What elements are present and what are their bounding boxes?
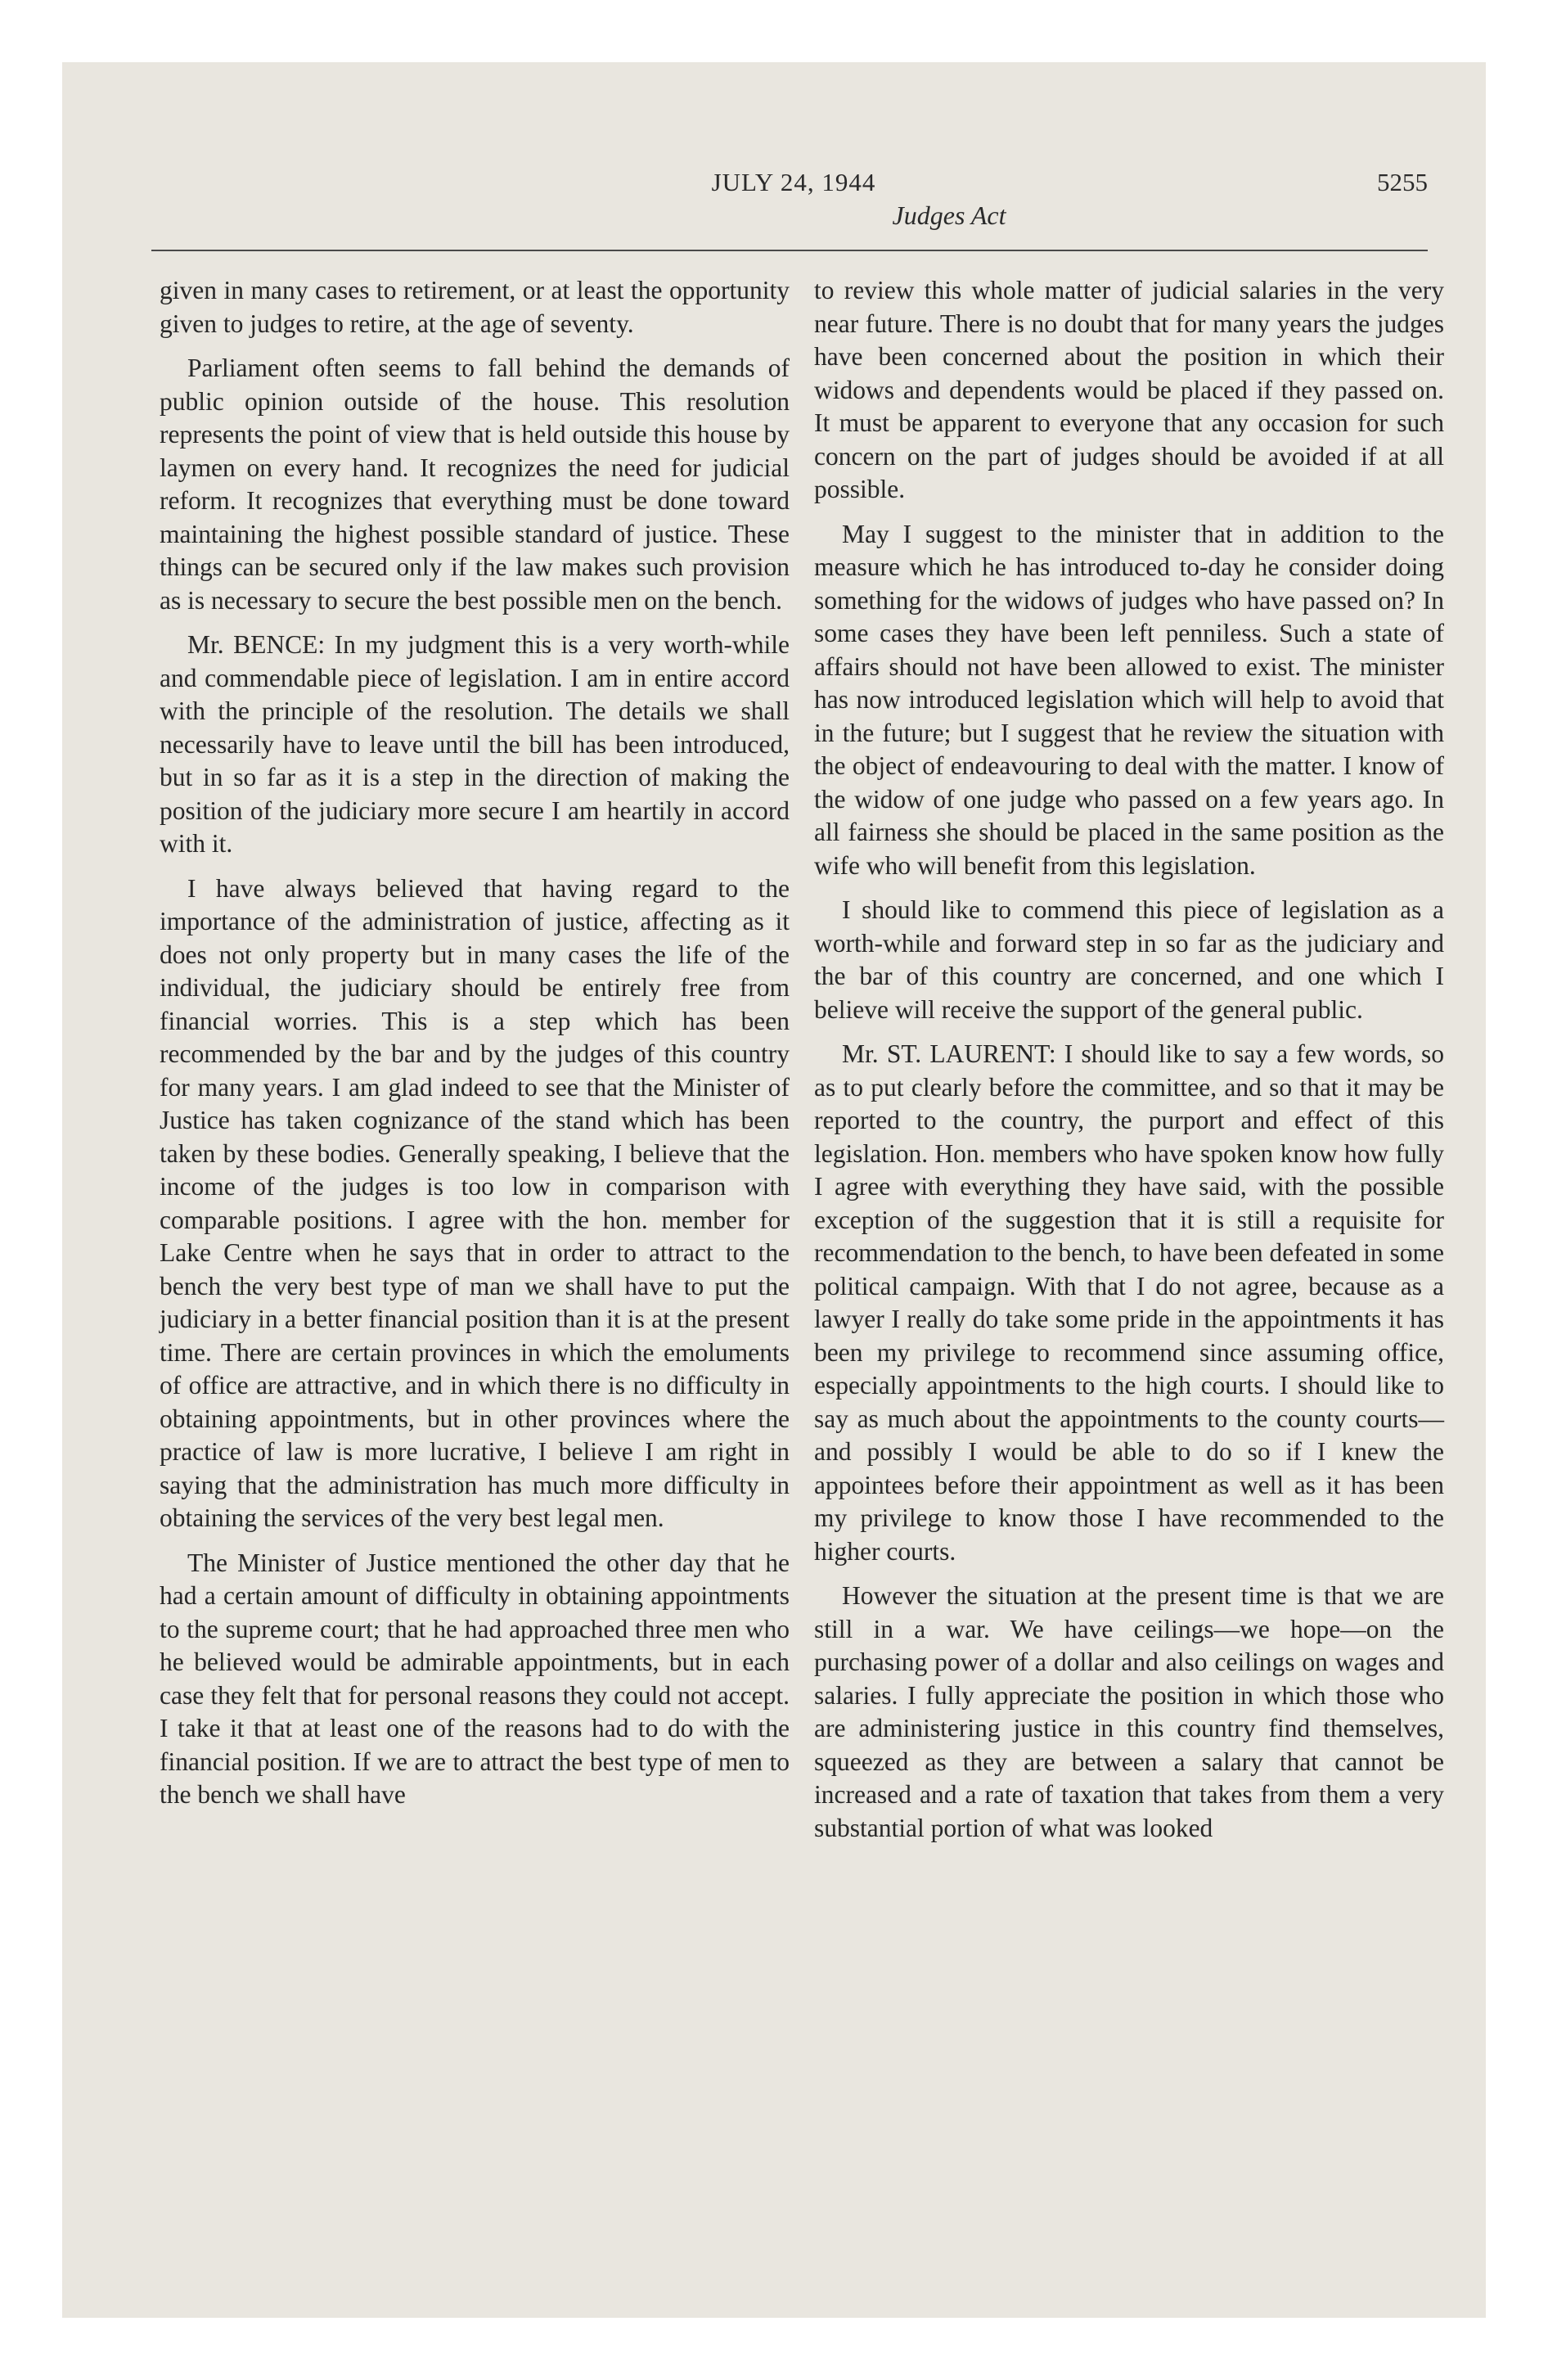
- page-number: 5255: [1377, 168, 1428, 196]
- right-column: [814, 274, 1444, 1856]
- speaker-paragraph-st-laurent: Mr. ST. LAURENT: I should like to say a few words, so as to put clearly before the committee, and so that it may be reported to the country, the purport and effect of this legislation. Hon. members who have spoken know how fully I agree with everything they have said, with the possible exception of the suggestion that it is still a requisite for recommendation to the bench, to have been defeated in some political campaign. With that I do not agree, because as a lawyer I really do take some pride in the appointments it has been my privilege to recommend since assuming office, especially appointments to the high courts. I should like to say as much about the appointments to the county courts—and possibly I would be able to do so if I knew the appointees before their appointment as well as it has been my privilege to know those I have recommended to the higher courts.: [814, 1039, 1444, 1566]
- page-header: [160, 160, 1428, 258]
- paragraph: The Minister of Justice mentioned the other day that he had a certain amount of difficulty in obtaining appointments to the supreme court; that he had approached three men who he believed would be admirable appointments, but in each case they felt that for personal reasons they could not accept. I take it that at least one of the reasons had to do with the financial position. If we are to attract the best type of men to the bench we shall have: [160, 1548, 790, 1809]
- paragraph: May I suggest to the minister that in addition to the measure which he has introduced to-day he consider doing something for the widows of judges who have passed on? In some cases they have been left penniless. Such a state of affairs should not have been allowed to exist. The minister has now introduced legislation which will help to avoid that in the future; but I suggest that he review the situation with the object of endeavouring to deal with the matter. I know of the widow of one judge who passed on a few years ago. In all fairness she should be placed in the same position as the wife who will benefit from this legislation.: [814, 519, 1444, 880]
- speaker-paragraph-bence: Mr. BENCE: In my judgment this is a very worth-while and commendable piece of legislation. I am in entire accord with the principle of the resolution. The details we shall necessarily have to leave until the bill has been introduced, but in so far as it is a step in the direction of making the position of the judiciary more secure I am heartily in accord with it.: [160, 630, 790, 858]
- paragraph: I have always believed that having regard to the importance of the administration of justice, affecting as it does not only property but in many cases the life of the individual, the judiciary should be entirely free from financial worries. This is a step which has been recommended by the bar and by the judges of this country for many years. I am glad indeed to see that the Minister of Justice has taken cognizance of the stand which has been taken by these bodies. Generally speaking, I believe that the income of the judges is too low in comparison with comparable positions. I agree with the hon. member for Lake Centre when he says that in order to attract to the bench the very best type of man we shall have to put the judiciary in a better financial position than it is at the present time. There are certain provinces in which the emoluments of office are attractive, and in which there is no difficulty in obtaining appointments, but in other provinces where the practice of law is more lucrative, I believe I am right in saying that the administration has much more difficulty in obtaining the services of the very best legal men.: [160, 873, 790, 1532]
- paragraph: I should like to commend this piece of legislation as a worth-while and forward step in so far as the judiciary and the bar of this country are concerned, and one which I believe will receive the support of the general public.: [814, 895, 1444, 1024]
- paragraph: Parliament often seems to fall behind the demands of public opinion outside of the house. This resolution represents the point of view that is held outside this house by laymen on every hand. It recognizes the need for judicial reform. It recognizes that everything must be done toward maintaining the highest possible standard of justice. These things can be secured only if the law makes such provision as is necessary to secure the best possible men on the bench.: [160, 354, 790, 615]
- header-date: JULY 24, 1944: [711, 168, 876, 196]
- header-section-title: Judges Act: [892, 201, 1006, 230]
- paragraph: However the situation at the present time is that we are still in a war. We have ceilings—we hope—on the purchasing power of a dollar and also ceilings on wages and salaries. I fully appreciate the position in which those who are administering justice in this country find themselves, squeezed as they are between a salary that cannot be increased and a rate of taxation that takes from them a very substantial portion of what was looked: [814, 1581, 1444, 1842]
- paragraph: given in many cases to retirement, or at least the opportunity given to judges to retire, at the age of seventy.: [160, 276, 790, 338]
- left-column: [160, 274, 790, 1823]
- paragraph: to review this whole matter of judicial salaries in the very near future. There is no doubt that for many years the judges have been concerned about the position in which their widows and dependents would be placed if they passed on. It must be apparent to everyone that any occasion for such concern on the part of judges should be avoided if at all possible.: [814, 276, 1444, 503]
- header-rule: [151, 250, 1428, 251]
